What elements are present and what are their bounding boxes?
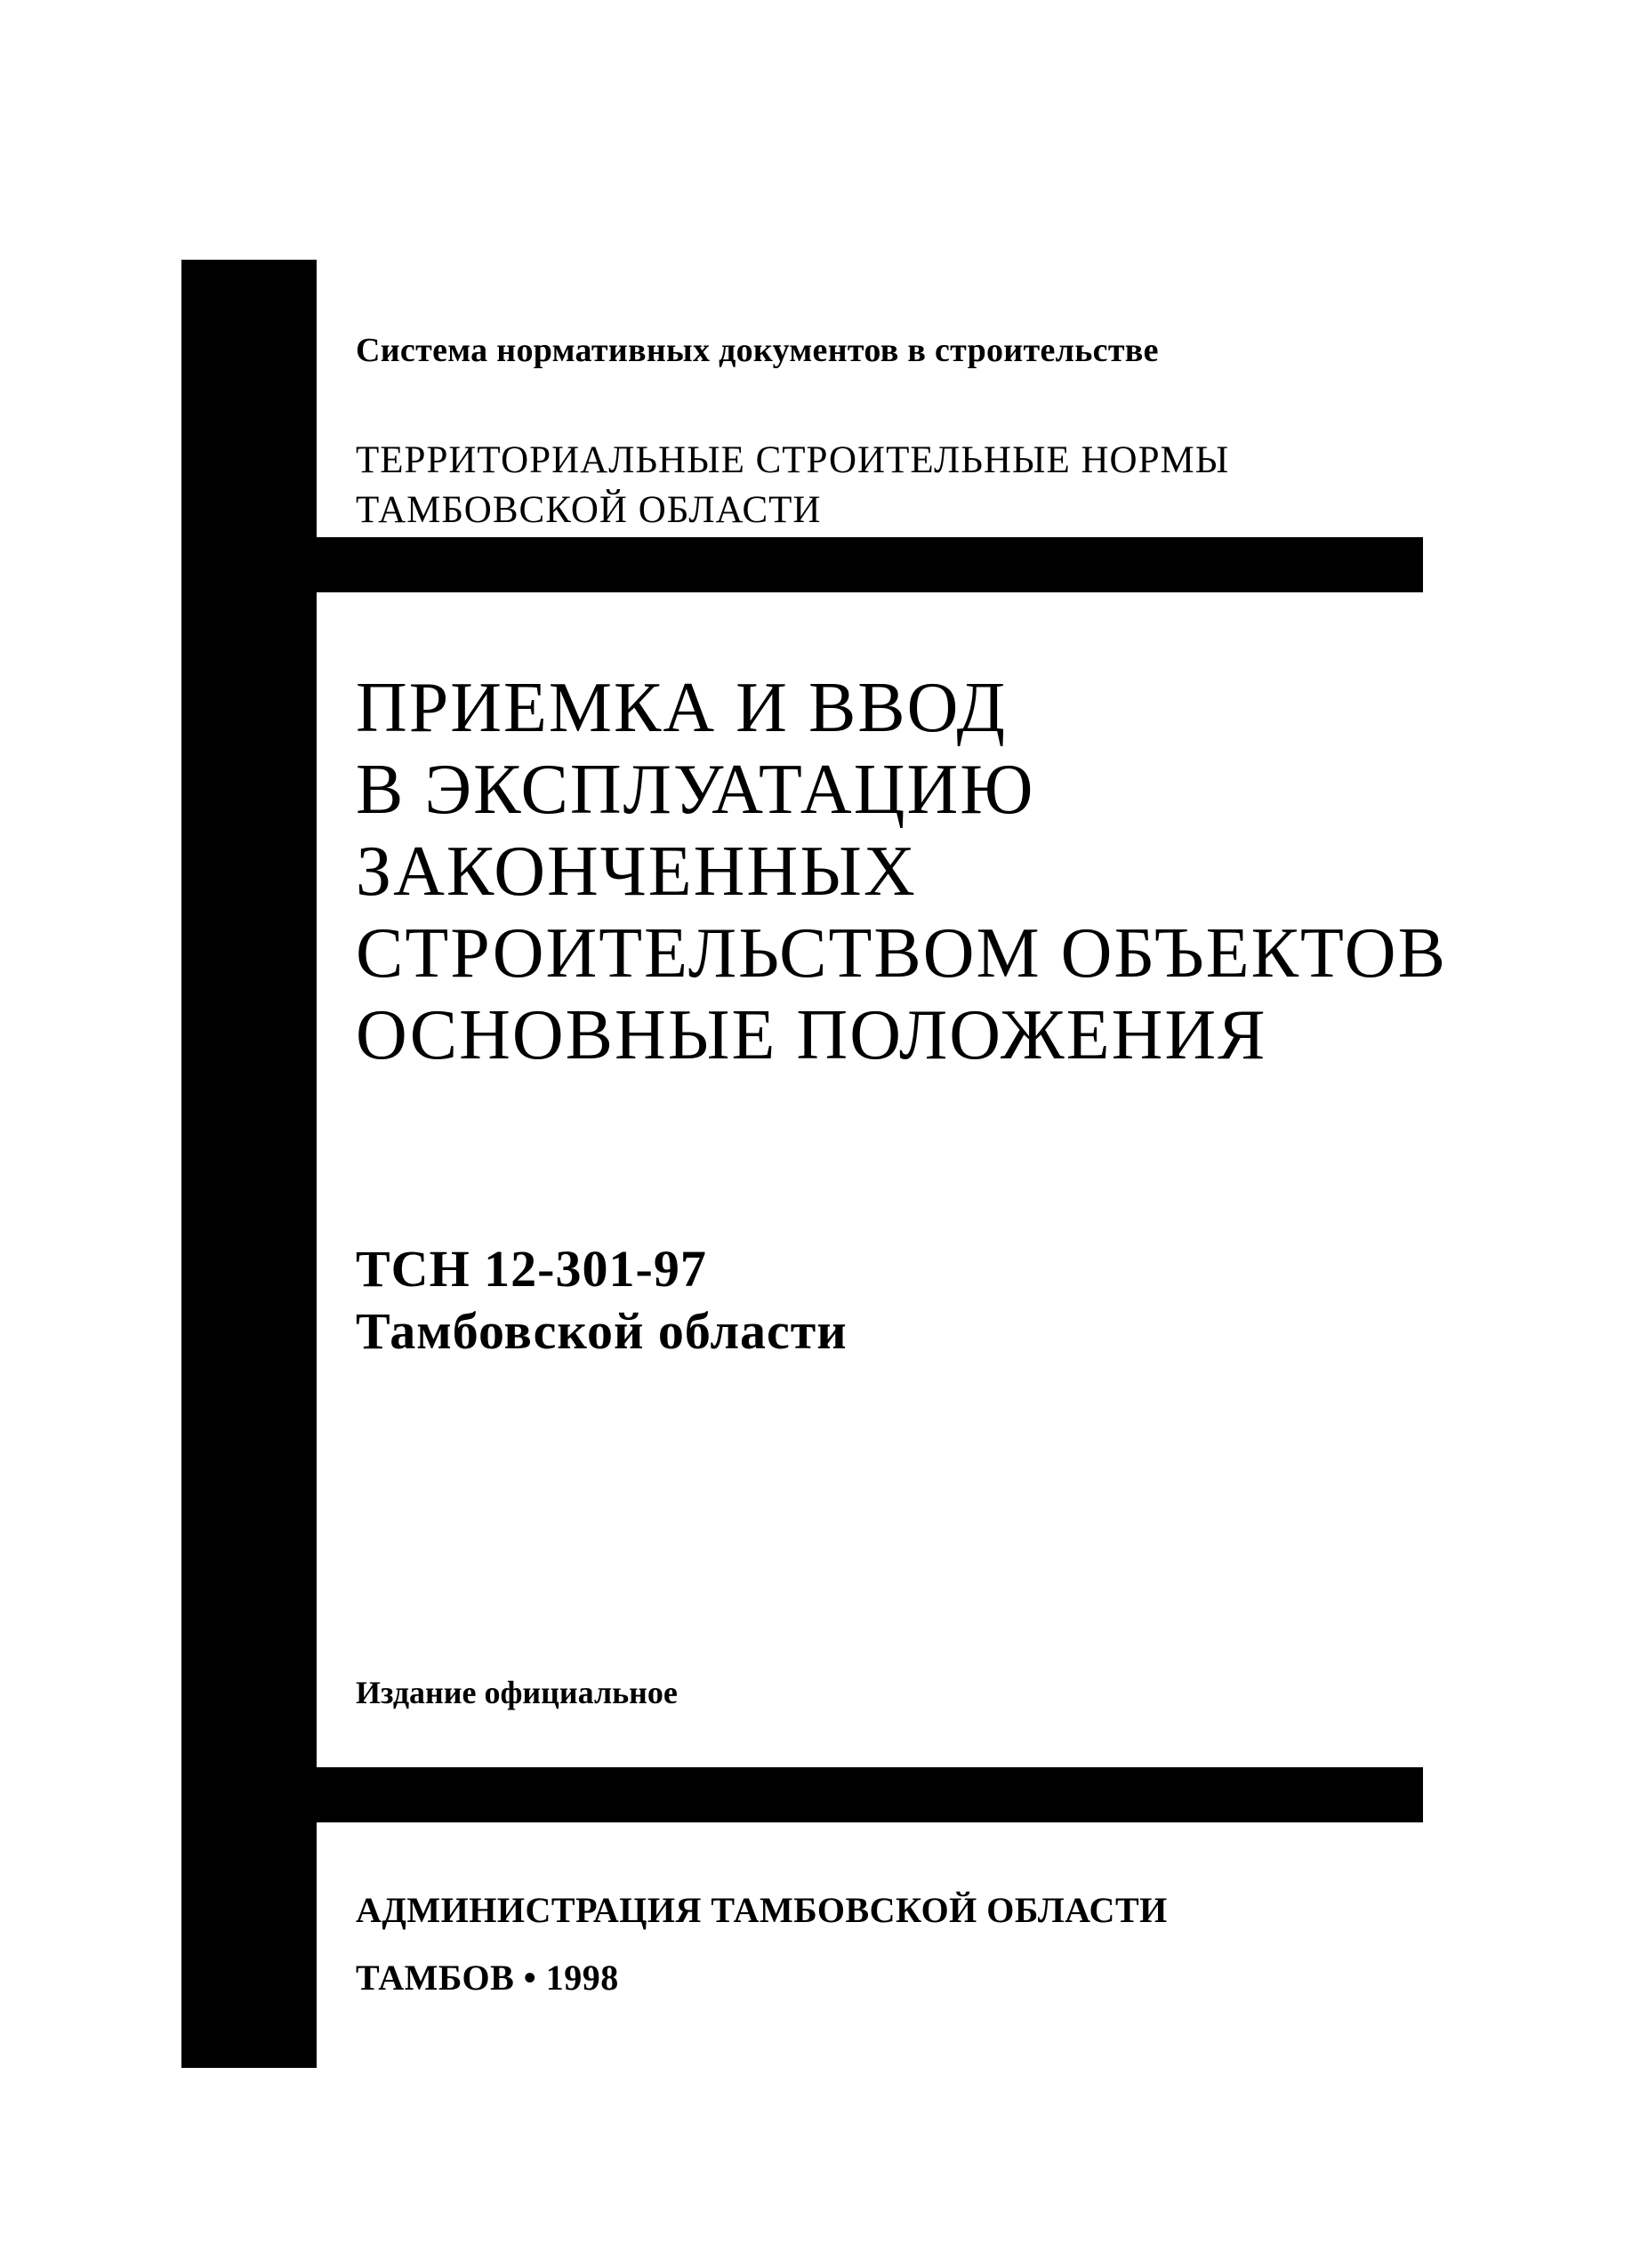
document-region: Тамбовской области [356,1302,848,1360]
top-divider-band [317,537,1423,592]
cover-spine-bar [181,260,317,2068]
title-line: ЗАКОНЧЕННЫХ [356,832,917,911]
document-category [356,436,1229,535]
title-line: ПРИЕМКА И ВВОД [356,669,1008,747]
title-line: ОСНОВНЫЕ ПОЛОЖЕНИЯ [356,996,1267,1074]
publisher-block [356,1877,1168,2012]
category-line: ТЕРРИТОРИАЛЬНЫЕ СТРОИТЕЛЬНЫЕ НОРМЫ [356,439,1230,481]
publisher-name: АДМИНИСТРАЦИЯ ТАМБОВСКОЙ ОБЛАСТИ [356,1890,1168,1930]
title-line: В ЭКСПЛУАТАЦИЮ [356,751,1035,829]
document-code-block [356,1238,848,1363]
publication-city-year: ТАМБОВ • 1998 [356,1958,619,1998]
edition-label: Издание официальное [356,1675,678,1710]
bottom-divider-band [317,1767,1423,1822]
title-line: СТРОИТЕЛЬСТВОМ ОБЪЕКТОВ [356,914,1447,993]
series-title: Система нормативных документов в строительстве [356,332,1159,369]
category-line: ТАМБОВСКОЙ ОБЛАСТИ [356,489,822,531]
document-code: ТСН 12-301-97 [356,1240,707,1298]
document-title [356,667,1447,1076]
